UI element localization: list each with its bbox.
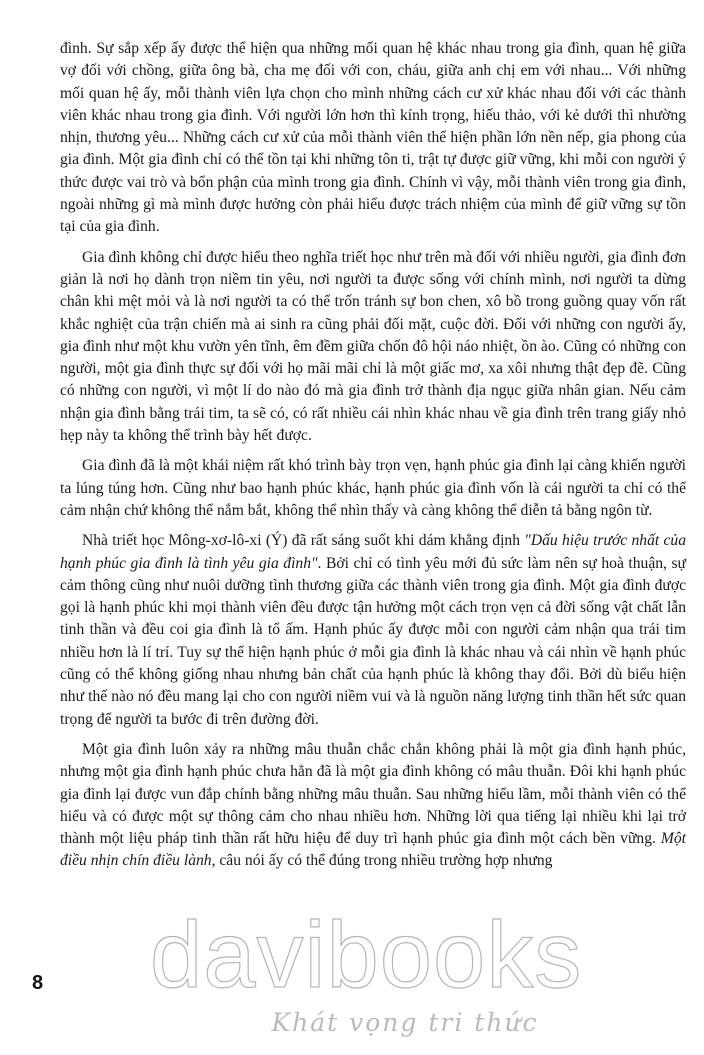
quote-text: "Dấu hiệu trước nhất của hạnh phúc gia đình là tình yêu gia đình"	[60, 532, 687, 572]
paragraph-5-body: Một gia đình luôn xảy ra những mâu thuẫn chắc chắn không phải là một gia đình hạnh phúc, nhưng một gia đình hạnh phúc chưa hẳn đã là một gia đình không có mâu thuẫn. Đôi khi hạnh phúc gia đình lại được vun đắp chính bằng những mâu thuẫn. Sau những hiểu lầm, mỗi thành viên có thể hiểu và có được một sự thông cảm cho nhau nhiều hơn. Những lời qua tiếng lại nhiều khi lại trở thành một liệu pháp tinh thần rất hữu hiệu để duy trì hạnh phúc gia đình một cách bền vững.	[60, 740, 686, 848]
paragraph-3: Gia đình đã là một khái niệm rất khó trình bày trọn vẹn, hạnh phúc gia đình lại càng khiến người ta lúng túng hơn. Cũng như bao hạnh phúc khác, hạnh phúc gia đình vốn là cái người ta chỉ có thể cảm nhận chứ không thể nắm bắt, không thể nhìn thấy và càng không thể diễn tả bằng ngôn từ.	[60, 457, 686, 519]
paragraph-5	[60, 739, 686, 873]
paragraph-5-tail: , câu nói ấy có thể đúng trong nhiều trường hợp nhưng	[211, 852, 553, 870]
page-number: 8	[32, 972, 44, 994]
watermark-logo: davibooks	[150, 902, 583, 1007]
paragraph-4	[60, 530, 686, 731]
paragraph-1: đình. Sự sắp xếp ấy được thể hiện qua những mối quan hệ khác nhau trong gia đình, quan hệ giữa vợ đối với chồng, giữa ông bà, cha mẹ đối với con, cháu, giữa anh chị em với nhau... Với những mối quan hệ ấy, mỗi thành viên lựa chọn cho mình những cách cư xử khác nhau đối với các thành viên khác nhau trong gia đình. Với người lớn hơn thì kính trọng, hiếu thảo, với kẻ dưới thì nhường nhịn, thương yêu... Những cách cư xử của mỗi thành viên thể hiện phần lớn nền nếp, gia phong của gia đình. Một gia đình chỉ có thể tồn tại khi những tôn ti, trật tự được giữ vững, khi mỗi con người ý thức được vai trò và bổn phận của mình trong gia đình. Chính vì vậy, mỗi thành viên trong gia đình, ngoài những gì mà mình được hưởng còn phải hiểu được trách nhiệm của mình để giữ vững sự tồn tại của gia đình.	[60, 40, 686, 236]
paragraph-4-intro: Nhà triết học Mông-xơ-lô-xi (Ý) đã rất sáng suốt khi dám khẳng định	[82, 532, 525, 550]
proverb-text: Một điều nhịn chín điều lành	[60, 830, 686, 870]
paragraph-4-body: . Bởi chỉ có tình yêu mới đủ sức làm nên sự hoà thuận, sự cảm thông cũng như nuôi dưỡng tình thương giữa các thành viên trong gia đình. Một gia đình được gọi là hạnh phúc khi mọi thành viên đều được tận hưởng một cách trọn vẹn cả đời sống vật chất lẫn tinh thần và đều coi gia đình là tổ ấm. Hạnh phúc ấy được mỗi con người cảm nhận qua trái tim nhiều hơn là lí trí. Tuy sự thể hiện hạnh phúc ở mỗi gia đình là khác nhau và cái nhìn về hạnh phúc cũng có thể không giống nhau nhưng bản chất của hạnh phúc là không thay đổi. Bởi dù biểu hiện như thế nào nó đều mang lại cho con người niềm vui và là nguồn năng lượng tinh thần hết sức quan trọng để người ta bước đi trên đường đời.	[60, 554, 686, 728]
watermark-tagline: Khát vọng tri thức	[271, 1008, 539, 1037]
paragraph-2: Gia đình không chỉ được hiểu theo nghĩa triết học như trên mà đối với nhiều người, gia đình đơn giản là nơi họ dành trọn niềm tin yêu, nơi người ta được sống với chính mình, nơi người ta dừng chân khi mệt mỏi và là nơi người ta có thể trốn tránh sự bon chen, xô bồ trong guồng quay vốn rất khắc nghiệt của trận chiến mà ai sinh ra cũng phải đối mặt, cuộc đời. Đối với những con người ấy, gia đình như một khu vườn yên tĩnh, êm đềm giữa chốn đô hội náo nhiệt, ồn ào. Cũng có những con người, một gia đình thực sự đối với họ mãi mãi chỉ là một giấc mơ, xa xôi nhưng thật đẹp đẽ. Cũng có những con người, vì một lí do nào đó mà gia đình trở thành địa ngục giữa nhân gian. Nếu cảm nhận gia đình bằng trái tim, ta sẽ có, có rất nhiều cái nhìn khác nhau về gia đình trên trang giấy nhỏ hẹp này ta không thể trình bày hết được.	[60, 248, 686, 445]
page-content	[60, 38, 686, 881]
